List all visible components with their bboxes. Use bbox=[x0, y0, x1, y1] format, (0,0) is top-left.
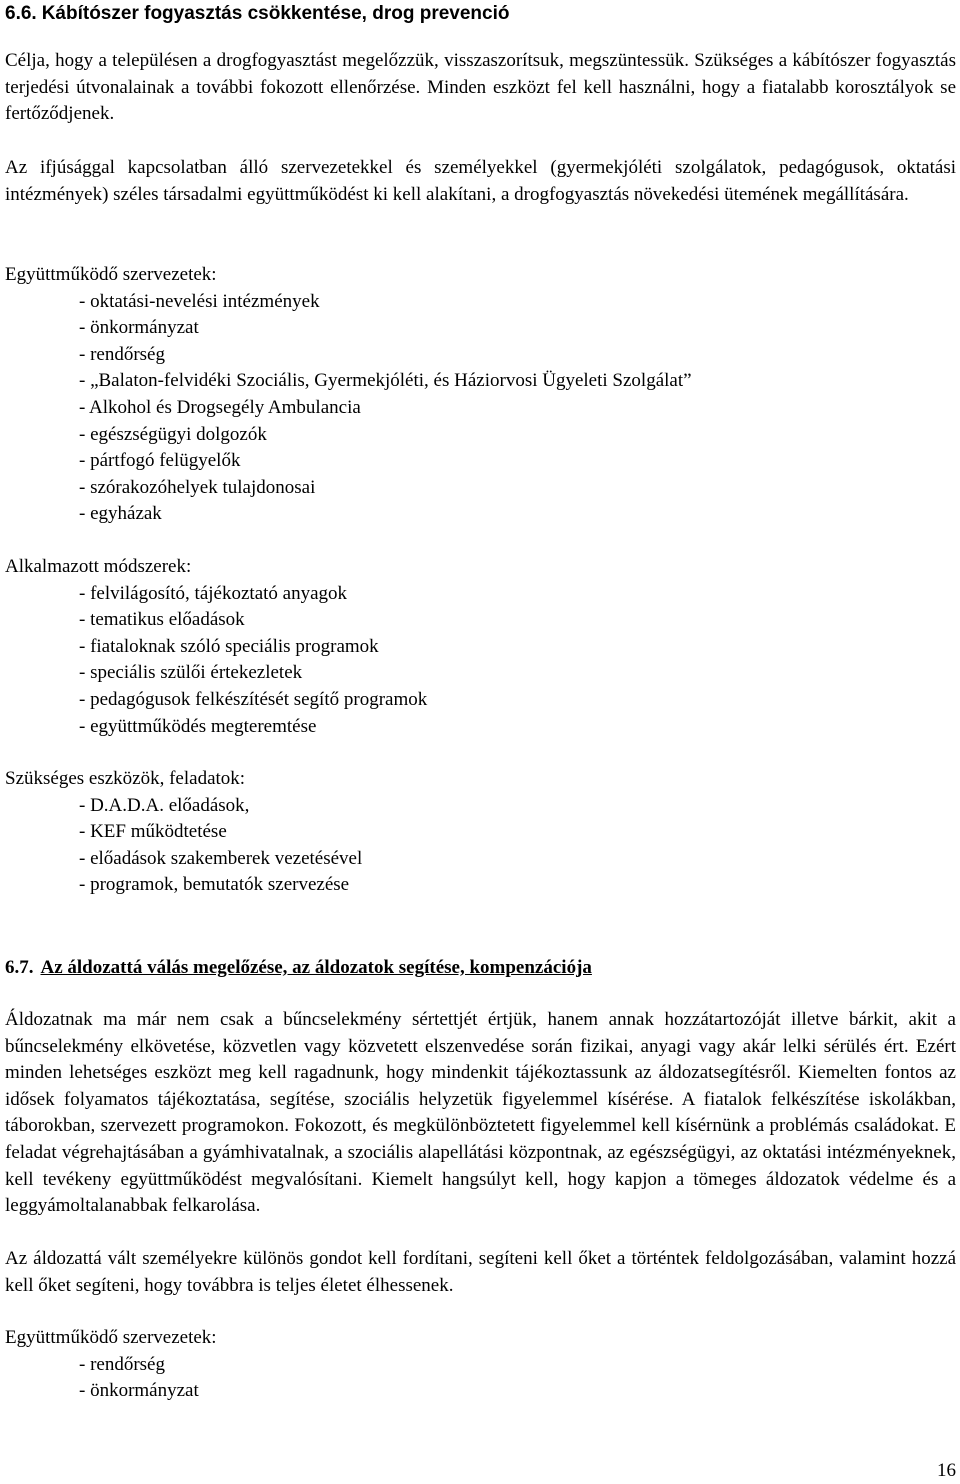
methods-label: Alkalmazott módszerek: bbox=[5, 556, 192, 577]
section-6-6-heading bbox=[5, 2, 509, 26]
section-6-7-heading bbox=[5, 955, 592, 981]
section-6-7-paragraph-1: Áldozatnak ma már nem csak a bűncselekmény sértettjét értjük, hanem annak hozzátartozóját illetve bárkit, akit a bűncselekmény elkövetése, közvetlen vagy közvetett elszenvedése során fizikai, anyagi vagy akár lelki sérülés ért. Ezért minden lehetséges eszközt meg kell ragadnunk, hogy mindenkit tájékoztassunk az áldozatsegítésről. Kiemelten fontos az idősek folyamatos tájékoztatása, segítése, szociális helyzetük figyelemmel kísérése. A fiatalok felkészítése iskolákban, táborokban, szervezett programokon. Fokozott, és megkülönböztetett figyelemmel kell kísérnünk a problémás családokat. E feladat végrehajtásában a gyámhivatalnak, a szociális alapellátási központnak, az egészségügyi, az oktatási intézményeknek, kell tevékeny együttműködést megvalósítani. Kiemelt hangsúlyt kell, hogy kapjon a tömeges áldozatok védelme és a leggyámoltalanabbak felkarolása. bbox=[5, 1009, 956, 1217]
tools-label: Szükséges eszközök, feladatok: bbox=[5, 768, 246, 789]
list-item: - D.A.D.A. előadások, bbox=[79, 794, 250, 816]
list-item: - tematikus előadások bbox=[79, 609, 245, 631]
list-item: - Alkohol és Drogsegély Ambulancia bbox=[79, 396, 361, 418]
section-6-6-title: Kábítószer fogyasztás csökkentése, drog prevenció bbox=[41, 3, 510, 24]
list-item: - KEF működtetése bbox=[79, 821, 227, 843]
list-item: - rendőrség bbox=[79, 343, 165, 365]
tools-list bbox=[5, 793, 362, 899]
section-6-7-title: Az áldozattá válás megelőzése, az áldozatok segítése, kompenzációja bbox=[40, 957, 592, 978]
cooperating-list bbox=[5, 1352, 217, 1405]
list-item: - egyházak bbox=[79, 503, 162, 525]
cooperating-label: Együttműködő szervezetek: bbox=[5, 264, 217, 285]
section-6-6-cooperating-organizations bbox=[5, 262, 692, 528]
list-item: - pártfogó felügyelők bbox=[79, 450, 241, 472]
list-item: - fiataloknak szóló speciális programok bbox=[79, 635, 379, 657]
section-6-6-paragraph-1: Célja, hogy a településen a drogfogyasztást megelőzzük, visszaszorítsuk, megszüntessük. Szükséges a kábítószer fogyasztás terjedési útvonalainak a további fokozott ellenőrzése. Minden eszközt fel kell használni, hogy a fiatalabb korosztályok se fertőződjenek. bbox=[5, 50, 956, 125]
cooperating-list bbox=[5, 289, 692, 528]
list-item: - felvilágosító, tájékoztató anyagok bbox=[79, 582, 348, 604]
cooperating-label: Együttműködő szervezetek: bbox=[5, 1327, 217, 1348]
page-number: 16 bbox=[937, 1460, 956, 1481]
section-6-6-methods bbox=[5, 554, 427, 740]
list-item: - önkormányzat bbox=[79, 1380, 199, 1402]
section-6-7-number: 6.7. bbox=[5, 957, 34, 978]
section-6-7-paragraph-2: Az áldozattá vált személyekre különös gondot kell fordítani, segíteni kell őket a történtek feldolgozásában, valamint hozzá kell őket segíteni, hogy továbbra is teljes életet élhessenek. bbox=[5, 1248, 956, 1296]
section-6-6-number: 6.6. bbox=[5, 3, 37, 24]
list-item: - speciális szülői értekezletek bbox=[79, 662, 303, 684]
list-item: - önkormányzat bbox=[79, 317, 199, 339]
list-item: - „Balaton-felvidéki Szociális, Gyermekjóléti, és Háziorvosi Ügyeleti Szolgálat” bbox=[79, 370, 692, 392]
list-item: - programok, bemutatók szervezése bbox=[79, 874, 350, 896]
list-item: - oktatási-nevelési intézmények bbox=[79, 290, 320, 312]
list-item: - előadások szakemberek vezetésével bbox=[79, 847, 363, 869]
list-item: - szórakozóhelyek tulajdonosai bbox=[79, 476, 316, 498]
list-item: - pedagógusok felkészítését segítő programok bbox=[79, 688, 428, 710]
list-item: - együttműködés megteremtése bbox=[79, 715, 317, 737]
section-6-6-required-tools bbox=[5, 766, 362, 899]
list-item: - rendőrség bbox=[79, 1353, 165, 1375]
list-item: - egészségügyi dolgozók bbox=[79, 423, 267, 445]
methods-list bbox=[5, 581, 427, 741]
section-6-6-paragraph-2: Az ifjúsággal kapcsolatban álló szervezetekkel és személyekkel (gyermekjóléti szolgálatok, pedagógusok, oktatási intézmények) széles társadalmi együttműködést ki kell alakítani, a drogfogyasztás növekedési ütemének megállítására. bbox=[5, 157, 956, 205]
section-6-7-cooperating-organizations bbox=[5, 1325, 217, 1405]
